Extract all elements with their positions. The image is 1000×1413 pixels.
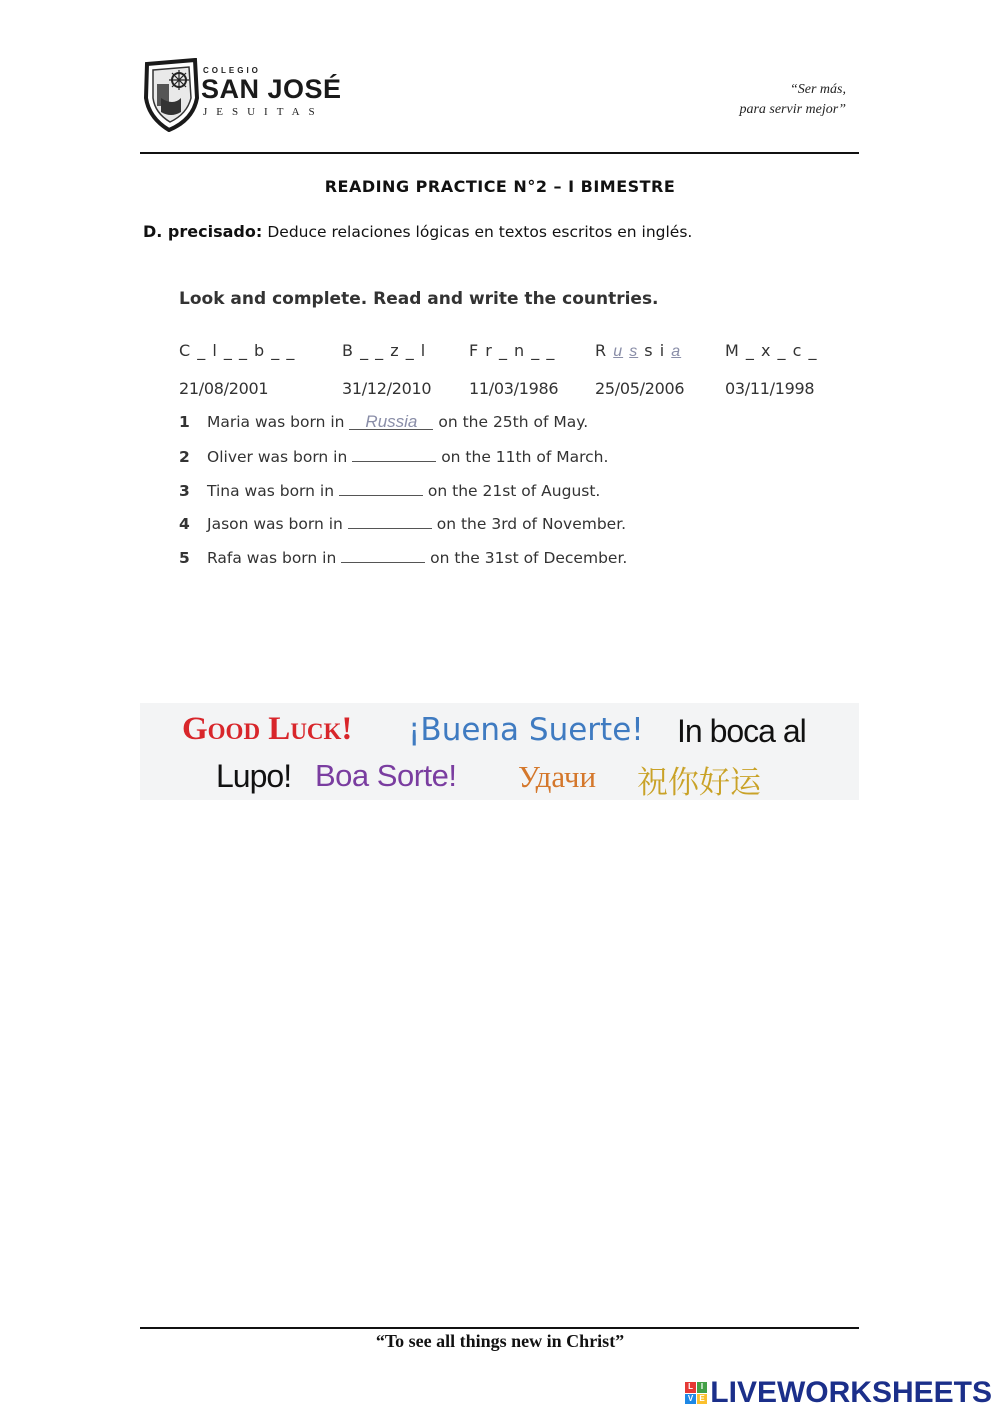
item-text-after: on the 21st of August.	[427, 482, 601, 500]
page-title: READING PRACTICE N°2 – I BIMESTRE	[324, 177, 676, 196]
motto-line-2: para servir mejor”	[739, 102, 846, 117]
item-number: 3	[179, 482, 190, 500]
school-logo	[143, 58, 343, 132]
good-luck-banner	[140, 703, 859, 800]
good-luck-chinese: 祝你好运	[637, 765, 761, 801]
item-text-after: on the 3rd of November.	[436, 515, 627, 533]
answer-blank-1[interactable]: Russia	[349, 415, 433, 430]
liveworksheets-watermark	[685, 1376, 992, 1410]
item-number: 2	[179, 448, 190, 466]
school-motto	[739, 80, 846, 120]
word-puzzle-brazil: B _ _ z _ l	[342, 341, 427, 360]
exercise-instruction: Look and complete. Read and write the countries.	[179, 289, 659, 309]
date-3: 11/03/1986	[469, 379, 559, 398]
answer-blank-4[interactable]	[348, 514, 432, 529]
exercise-item-2	[179, 447, 608, 466]
good-luck-portuguese: Boa Sorte!	[315, 758, 457, 793]
good-luck-italian-2: Lupo!	[216, 758, 292, 794]
russia-mid-2: s i	[638, 341, 672, 360]
answer-blank-2[interactable]	[352, 447, 436, 462]
exercise-item-3	[179, 481, 600, 500]
date-2: 31/12/2010	[342, 379, 432, 398]
logo-name: SAN JOSÉ	[201, 74, 342, 104]
russia-handwritten-3: a	[671, 343, 682, 360]
good-luck-spanish: ¡Buena Suerte!	[408, 712, 644, 748]
desempeno-precisado	[143, 222, 692, 241]
item-number: 4	[179, 515, 190, 533]
item-text-after: on the 31st of December.	[430, 549, 628, 567]
answer-blank-3[interactable]	[339, 481, 423, 496]
answer-blank-5[interactable]	[341, 548, 425, 563]
exercise-item-5	[179, 548, 627, 567]
shield-crest-icon	[143, 58, 199, 132]
header-divider	[140, 152, 859, 154]
item-text-before: Tina was born in	[207, 482, 335, 500]
desempeno-label: D. precisado:	[143, 222, 263, 241]
liveworksheets-logo-icon: L I V E	[685, 1382, 707, 1404]
item-number: 1	[179, 413, 190, 431]
date-1: 21/08/2001	[179, 379, 269, 398]
item-text-before: Jason was born in	[207, 515, 343, 533]
russia-handwritten-2: s	[629, 343, 639, 360]
russia-handwritten-1: u	[613, 343, 624, 360]
logo-colegio: COLEGIO	[203, 66, 261, 75]
good-luck-russian: Удачи	[518, 759, 597, 794]
russia-prefix: R	[595, 341, 614, 360]
footer-divider	[140, 1327, 859, 1329]
item-text-before: Oliver was born in	[207, 448, 348, 466]
good-luck-english: Good Luck!	[182, 711, 353, 747]
date-4: 25/05/2006	[595, 379, 685, 398]
word-puzzle-mexico: M _ x _ c _	[725, 341, 818, 360]
item-text-before: Rafa was born in	[207, 549, 337, 567]
good-luck-italian-1: In boca al	[677, 713, 806, 749]
footer-quote: “To see all things new in Christ”	[375, 1331, 625, 1351]
word-puzzle-russia	[595, 341, 681, 361]
item-text-after: on the 25th of May.	[438, 413, 589, 431]
date-5: 03/11/1998	[725, 379, 815, 398]
exercise-item-1	[179, 413, 588, 431]
item-text-after: on the 11th of March.	[441, 448, 609, 466]
desempeno-text: Deduce relaciones lógicas en textos escritos en inglés.	[267, 223, 693, 241]
item-text-before: Maria was born in	[207, 413, 345, 431]
word-puzzle-colombia: C _ l _ _ b _ _	[179, 341, 296, 360]
liveworksheets-text: LIVEWORKSHEETS	[710, 1376, 992, 1409]
exercise-item-4	[179, 514, 626, 533]
motto-line-1: “Ser más,	[789, 82, 846, 97]
logo-sub: JESUITAS	[203, 106, 324, 118]
item-number: 5	[179, 549, 190, 567]
word-puzzle-france: F r _ n _ _	[469, 341, 556, 360]
